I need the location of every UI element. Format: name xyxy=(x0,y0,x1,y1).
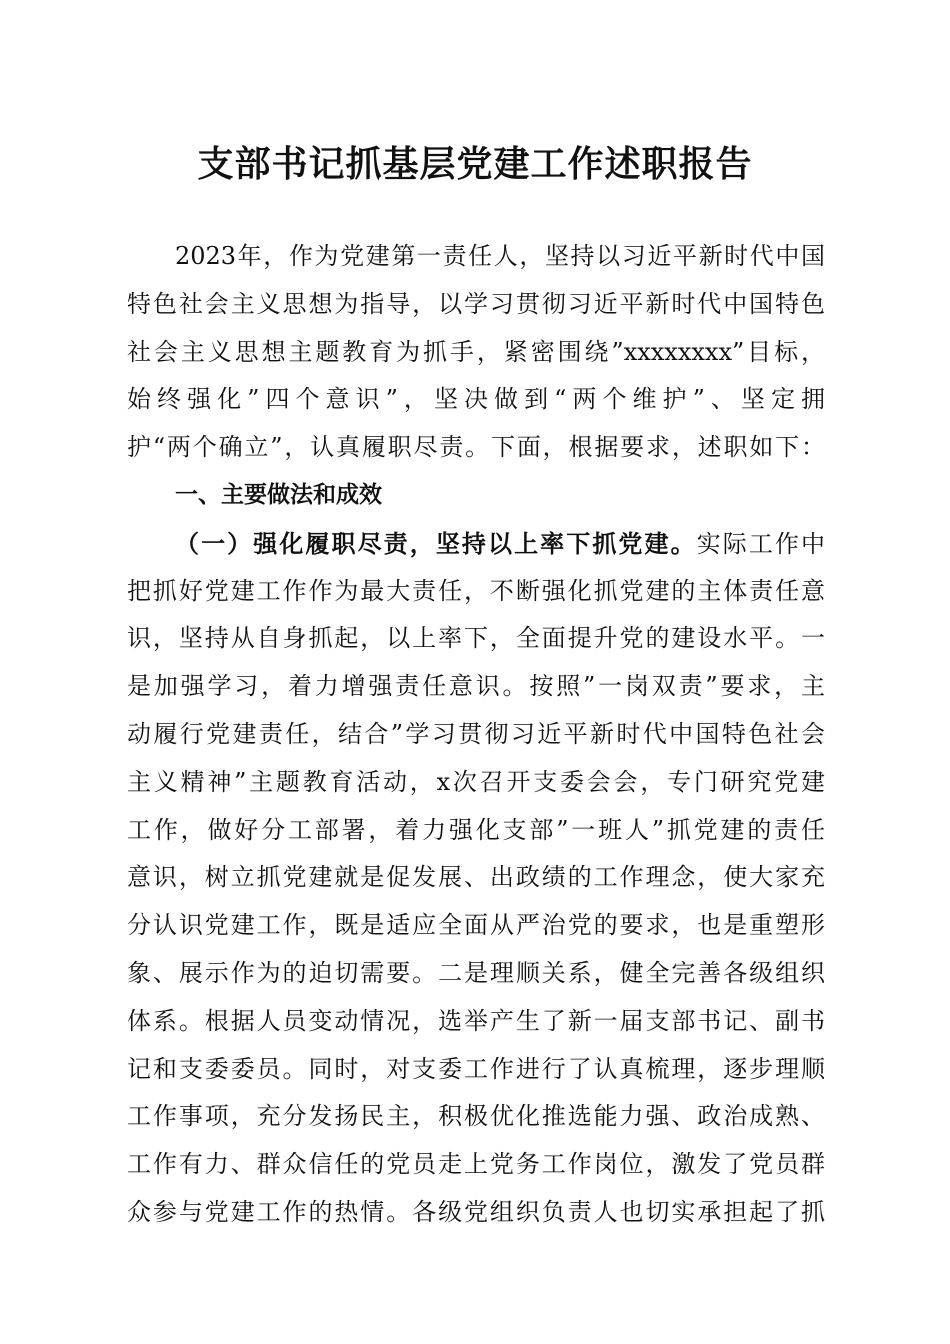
paragraph-line: 工作有力、群众信任的党员走上党务工作岗位，激发了党员群 xyxy=(127,1150,825,1179)
intro-line: 特色社会主义思想为指导，以学习贯彻习近平新时代中国特色 xyxy=(127,289,825,318)
paragraph-line: 工作，做好分工部署，着力强化支部”一班人”抓党建的责任 xyxy=(127,815,825,844)
section-heading: 一、主要做法和成效 xyxy=(175,481,382,508)
intro-line: 2023年，作为党建第一责任人，坚持以习近平新时代中国 xyxy=(175,242,825,270)
paragraph-line: 记和支委委员。同时，对支委工作进行了认真梳理，逐步理顺 xyxy=(127,1054,825,1083)
paragraph-line: 分认识党建工作，既是适应全面从严治党的要求，也是重塑形 xyxy=(127,911,825,940)
subsection-first-line-tail: 实际工作中 xyxy=(696,529,826,558)
paragraph-line: 动履行党建责任，结合”学习贯彻习近平新时代中国特色社会 xyxy=(127,719,825,748)
intro-line: 护“两个确立”，认真履职尽责。下面，根据要求，述职如下： xyxy=(127,433,825,462)
paragraph-line: 体系。根据人员变动情况，选举产生了新一届支部书记、副书 xyxy=(127,1006,825,1035)
intro-line: 社会主义思想主题教育为抓手，紧密围绕”xxxxxxxx”目标， xyxy=(127,337,825,366)
intro-line: 始终强化”四个意识”，坚决做到“两个维护”、坚定拥 xyxy=(127,385,825,414)
paragraph-line: 象、展示作为的迫切需要。二是理顺关系，健全完善各级组织 xyxy=(127,958,825,987)
paragraph-line: 是加强学习，着力增强责任意识。按照”一岗双责”要求，主 xyxy=(127,672,825,701)
paragraph-line: 把抓好党建工作作为最大责任，不断强化抓党建的主体责任意 xyxy=(127,576,825,605)
subsection-first-line xyxy=(127,520,825,568)
document-body xyxy=(127,233,825,1237)
subsection-heading: （一）强化履职尽责，坚持以上率下抓党建。 xyxy=(175,528,697,558)
paragraph-line: 识，坚持从自身抓起，以上率下，全面提升党的建设水平。一 xyxy=(127,624,825,653)
paragraph-line: 工作事项，充分发扬民主，积极优化推选能力强、政治成熟、 xyxy=(127,1102,825,1131)
paragraph-line: 主义精神”主题教育活动，x次召开支委会会，专门研究党建 xyxy=(127,767,825,796)
paragraph-line: 众参与党建工作的热情。各级党组织负责人也切实承担起了抓 xyxy=(127,1197,825,1226)
page-title: 支部书记抓基层党建工作述职报告 xyxy=(197,143,753,185)
paragraph-line: 意识，树立抓党建就是促发展、出政绩的工作理念，使大家充 xyxy=(127,863,825,892)
